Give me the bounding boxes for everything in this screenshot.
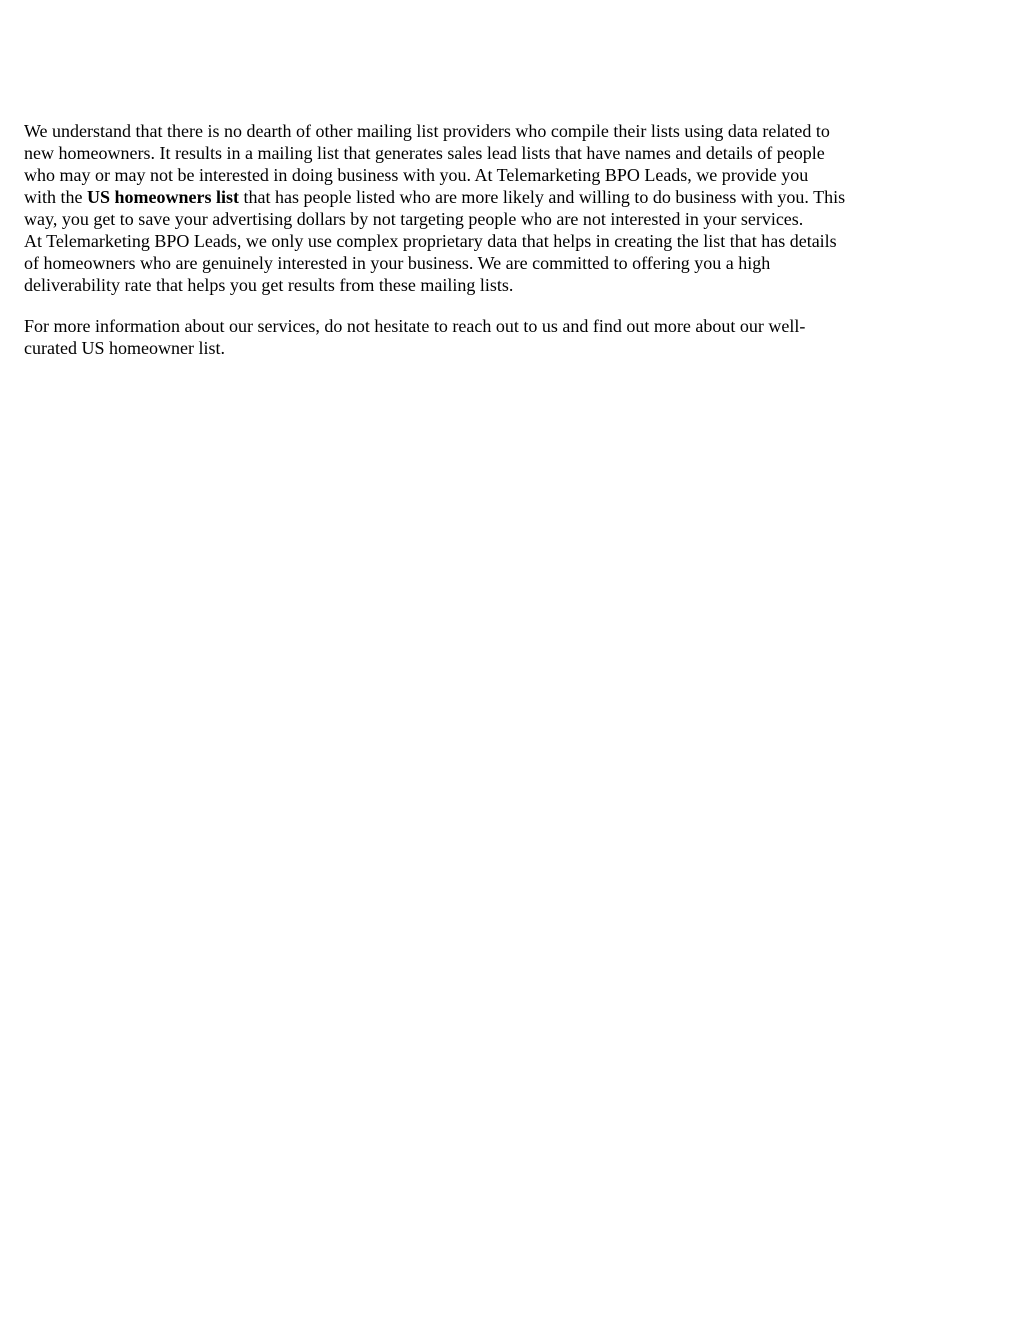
highlighted-keyword: US homeowners list [87, 187, 239, 207]
text-line: For more information about our services, do not hesitate to reach out to us and find out more about our well- [24, 316, 806, 336]
text-line: We understand that there is no dearth of other mailing list providers who compile their lists using data related to [24, 121, 830, 141]
paragraph-contact [24, 315, 908, 359]
text-line: who may or may not be interested in doing business with you. At Telemarketing BPO Leads, we provide you [24, 165, 809, 185]
text-line: way, you get to save your advertising dollars by not targeting people who are not interested in your services. [24, 209, 804, 229]
text-line: new homeowners. It results in a mailing list that generates sales lead lists that have names and details of people [24, 143, 825, 163]
paragraph-data-quality [24, 230, 908, 296]
paragraph-intro [24, 120, 908, 230]
text-fragment: with the [24, 187, 87, 207]
text-line [24, 186, 908, 208]
text-fragment: that has people listed who are more likely and willing to do business with you. This [239, 187, 846, 207]
text-line: deliverability rate that helps you get results from these mailing lists. [24, 275, 514, 295]
text-line: of homeowners who are genuinely interested in your business. We are committed to offering you a high [24, 253, 771, 273]
document-body [24, 120, 908, 359]
text-line: curated US homeowner list. [24, 338, 225, 358]
text-line: At Telemarketing BPO Leads, we only use complex proprietary data that helps in creating the list that has details [24, 231, 837, 251]
